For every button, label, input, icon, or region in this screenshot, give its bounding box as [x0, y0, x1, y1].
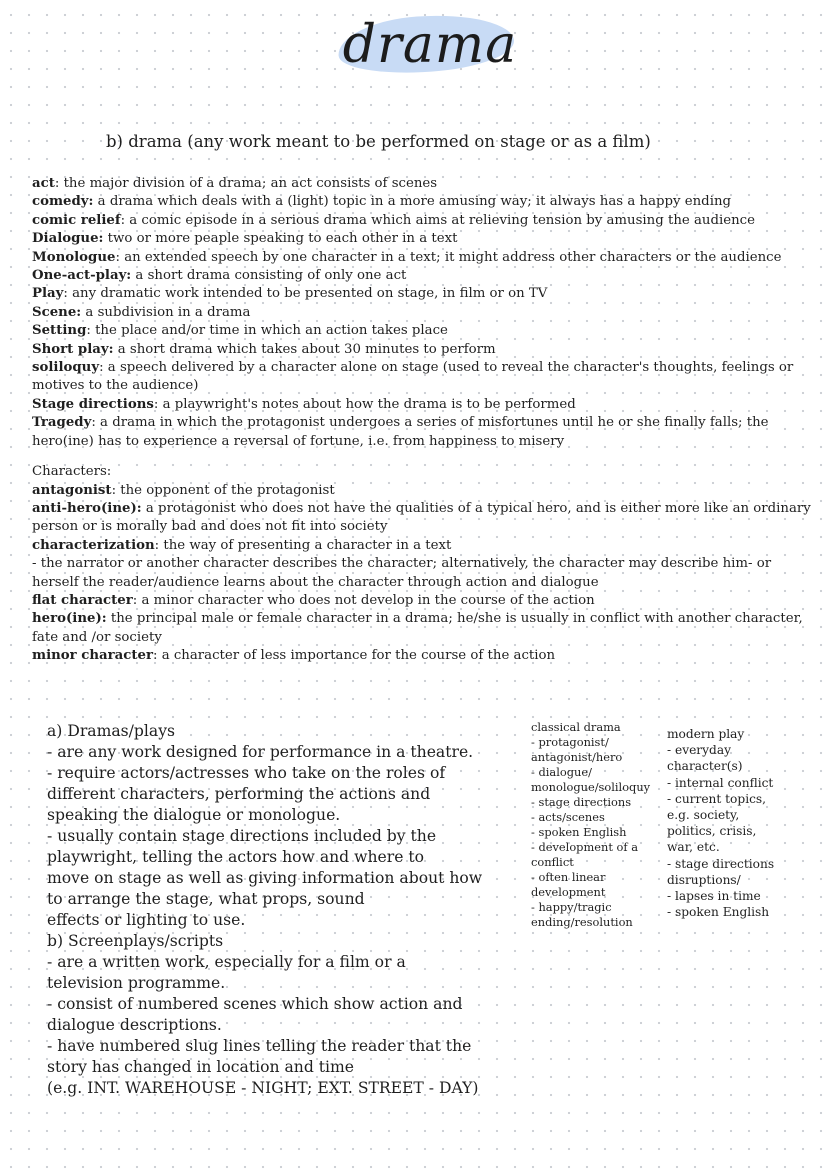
glossary-entry	[32, 414, 812, 451]
character-entry	[32, 500, 812, 537]
modern-line: e.g. society,	[667, 808, 740, 823]
glossary-entry	[32, 322, 812, 340]
note-line: - consist of numbered scenes which show action and	[47, 995, 463, 1013]
note-line: - are a written work, especially for a film or a	[47, 953, 406, 971]
term: hero(ine):	[32, 611, 107, 627]
modern-play-column	[667, 726, 792, 920]
classical-line: - acts/scenes	[531, 810, 605, 824]
term: Stage directions	[32, 396, 154, 412]
definition: : the place and/or time in which an action takes place	[86, 323, 448, 339]
modern-line: politics, crisis,	[667, 824, 757, 839]
note-line: - have numbered slug lines telling the reader that the	[47, 1037, 472, 1055]
modern-line: war, etc.	[667, 840, 720, 855]
term: characterization	[32, 537, 155, 553]
definition: a short drama consisting of only one act	[131, 268, 407, 284]
term: One-act-play:	[32, 268, 132, 284]
character-entry	[32, 647, 812, 665]
modern-line: - lapses in time	[667, 889, 761, 904]
definition: two or more peaple speaking to each other in a text	[103, 231, 458, 247]
term: Play	[32, 286, 64, 302]
glossary-terms	[32, 175, 812, 451]
term: anti-hero(ine):	[32, 500, 142, 516]
term: Setting	[32, 323, 87, 339]
character-terms	[32, 482, 812, 666]
glossary-entry	[32, 341, 812, 359]
classical-line: - dialogue/	[531, 765, 592, 779]
classical-line: - protagonist/	[531, 735, 609, 749]
note-line: effects or lighting to use.	[47, 911, 246, 929]
modern-line: modern play	[667, 727, 745, 741]
definition: : the opponent of the protagonist	[111, 482, 335, 498]
classical-line: - spoken English	[531, 825, 627, 839]
term: Dialogue:	[32, 231, 104, 247]
definition: : a minor character who does not develop in the course of the action	[132, 592, 595, 608]
note-line: - usually contain stage directions included by the	[47, 827, 437, 845]
characters-heading: Characters:	[32, 464, 112, 480]
definition: : the major division of a drama; an act consists of scenes	[54, 176, 438, 191]
glossary-entry	[32, 212, 812, 230]
note-line: - are any work designed for performance in a theatre.	[47, 743, 474, 761]
modern-line: - spoken English	[667, 905, 770, 920]
classical-line: classical drama	[531, 720, 621, 734]
note-line: (e.g. INT. WAREHOUSE - NIGHT; EXT. STREET - DAY)	[47, 1079, 479, 1097]
modern-line: - everyday	[667, 743, 731, 758]
term: Short play:	[32, 341, 114, 357]
glossary-entry	[32, 285, 812, 303]
modern-line: - current topics,	[667, 791, 767, 806]
definition: a short drama which takes about 30 minutes to perform	[113, 341, 496, 357]
note-line: speaking the dialogue or monologue.	[47, 806, 341, 824]
definition: a subdivision in a drama	[81, 304, 251, 320]
classical-line: monologue/soliloquy	[531, 780, 651, 794]
glossary-entry	[32, 175, 812, 193]
character-entry	[32, 592, 812, 610]
glossary-entry	[32, 304, 812, 322]
glossary-entry	[32, 267, 812, 285]
note-line: to arrange the stage, what props, sound	[47, 890, 365, 908]
classical-line: - often linear	[531, 870, 606, 884]
modern-line: - stage directions	[667, 856, 775, 871]
modern-line: character(s)	[667, 759, 743, 774]
term: act	[32, 176, 55, 191]
term: comic relief	[32, 212, 121, 228]
classical-line: antagonist/hero	[531, 750, 623, 764]
term: Scene:	[32, 304, 82, 320]
note-line: - require actors/actresses who take on the roles of	[47, 764, 446, 782]
glossary-entry	[32, 230, 812, 248]
term: flat character	[32, 592, 133, 608]
character-entry	[32, 555, 812, 592]
section-heading: b) drama (any work meant to be performed on stage or as a film)	[106, 132, 651, 151]
term: comedy:	[32, 194, 94, 210]
term: Monologue	[32, 249, 116, 265]
note-line: different characters, performing the actions and	[47, 785, 431, 803]
modern-line: - internal conflict	[667, 775, 774, 790]
classical-drama-column	[531, 720, 663, 930]
definition: : a speech delivered by a character alone on stage (used to reveal the character's thoughts, feelings or motives to the audience)	[32, 360, 794, 394]
glossary-entry	[32, 359, 812, 396]
term: minor character	[32, 648, 153, 664]
note-line: b) Screenplays/scripts	[47, 932, 224, 950]
page-title-text: drama	[342, 15, 518, 75]
definition: : the way of presenting a character in a text	[154, 537, 452, 553]
definition: : any dramatic work intended to be presented on stage, in film or on TV	[63, 286, 548, 302]
note-line: dialogue descriptions.	[47, 1016, 222, 1034]
glossary	[32, 175, 812, 666]
note-line: television programme.	[47, 974, 226, 992]
classical-line: ending/resolution	[531, 915, 633, 929]
term: soliloquy	[32, 360, 100, 376]
definition: a protagonist who does not have the qualities of a typical hero, and is either more like an ordinary person or is morally bad and does not fit into society	[32, 500, 811, 535]
page-title	[330, 2, 530, 82]
definition: the principal male or female character in a drama; he/she is usually in conflict with another character, fate and /or society	[32, 611, 803, 645]
classical-line: development	[531, 885, 606, 899]
definition: - the narrator or another character describes the character; alternatively, the character may describe him- or herself the reader/audience learns about the character through action and dialogue	[32, 556, 772, 590]
note-line: playwright, telling the actors how and where to	[47, 848, 425, 866]
character-entry	[32, 537, 812, 555]
definition: : a drama in which the protagonist undergoes a series of misfortunes until he or she finally falls; the hero(ine) has to experience a reversal of fortune, i.e. from happiness to misery	[32, 415, 769, 449]
term: antagonist	[32, 482, 112, 498]
classical-line: conflict	[531, 855, 574, 869]
forms-notes	[47, 721, 527, 1099]
note-line: a) Dramas/plays	[47, 722, 176, 740]
term: Tragedy	[32, 415, 92, 431]
character-entry	[32, 482, 812, 500]
glossary-entry	[32, 193, 812, 211]
glossary-entry	[32, 396, 812, 414]
definition: : a comic episode in a serious drama which aims at relieving tension by amusing the audience	[120, 212, 755, 228]
character-entry	[32, 610, 812, 647]
definition: : a character of less importance for the course of the action	[153, 648, 556, 664]
classical-line: - happy/tragic	[531, 900, 612, 914]
definition: : an extended speech by one character in a text; it might address other characters or the audience	[115, 249, 782, 265]
glossary-entry	[32, 249, 812, 267]
definition: a drama which deals with a (light) topic in a more amusing way; it always has a happy ending	[93, 194, 732, 210]
classical-line: - development of a	[531, 840, 639, 854]
note-line: move on stage as well as giving information about how	[47, 869, 483, 887]
classical-line: - stage directions	[531, 795, 632, 809]
note-line: story has changed in location and time	[47, 1058, 355, 1076]
definition: : a playwright's notes about how the drama is to be performed	[153, 396, 576, 412]
modern-line: disruptions/	[667, 872, 741, 887]
